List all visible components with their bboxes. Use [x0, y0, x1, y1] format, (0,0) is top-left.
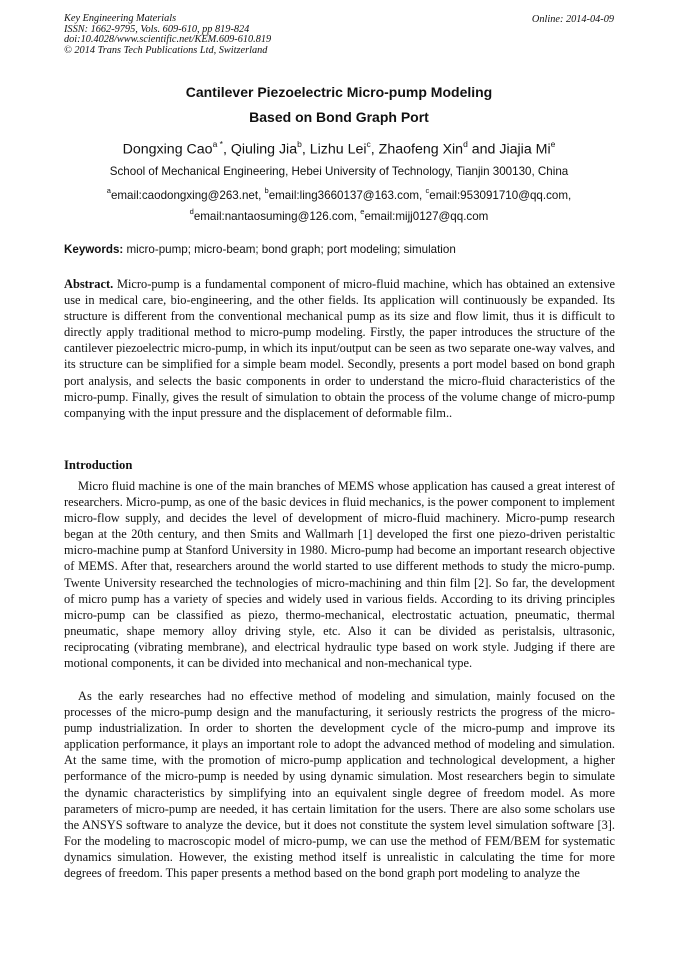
abstract: [64, 276, 615, 421]
journal-name: Key Engineering Materials: [64, 13, 177, 24]
online-date: Online: 2014-04-09: [531, 14, 614, 25]
author-separator: ,: [222, 141, 231, 158]
introduction-paragraph-1: Micro fluid machine is one of the main branches of MEMS whose application has caused a great interest of researchers. Micro-pump, as one of the basic devices in fluid mechanics, is the power component to implement micro-flow supply, and decides the level of development of micro-fluid machinery. Micro-pump research began at the 20th century, and then Smits and Wallmarh [1] developed the first one piezo-driven peristaltic micro-machine pump at Stanford University in 1980. Micro-pump had become an important research objective of MEMS. After that, researchers around the world started to use different methods to study the micro-pump. Twente University researched the technologies of micro-machining and thin film [2]. So far, the development of micro pump has a variety of species and widely used in various fields. According to its driving principles micro-pump can be classified as piezo, thermo-mechanical, electrostatic actuation, pneumatic, thermal pneumatic, shape memory alloy driving style, etc. Also it can be divided as peristalsis, ultrasonic, reciprocating (vibrating membrane), and electrical hydraulic type based on work style. Judging if there are motional components, it can be divided into mechanical and non-mechanical type.: [64, 479, 615, 671]
email-mark: c: [425, 186, 430, 195]
copyright-line: © 2014 Trans Tech Publications Ltd, Switzerland: [64, 44, 268, 56]
author-affiliation-mark: d: [463, 139, 468, 149]
paper-title-line-2: Based on Bond Graph Port: [249, 109, 429, 125]
issn-line: ISSN: 1662-9795, Vols. 609-610, pp 819-824: [64, 23, 250, 35]
abstract-label: Abstract.: [64, 277, 114, 291]
keywords-text: micro-pump; micro-beam; bond graph; port modeling; simulation: [123, 243, 456, 256]
author-name: Lizhu Lei: [309, 141, 367, 158]
paper-title-line-1: Cantilever Piezoelectric Micro-pump Modeling: [185, 84, 493, 100]
author-list: [64, 140, 614, 158]
keywords-label: Keywords:: [64, 243, 124, 256]
email-mark: d: [189, 207, 194, 216]
author-name: Dongxing Cao: [122, 141, 213, 158]
email-mark: a: [106, 186, 111, 195]
author-separator: ,: [370, 141, 379, 158]
email-line-2: [64, 208, 614, 223]
email-mark: e: [360, 207, 365, 216]
author-name: Qiuling Jia: [230, 141, 298, 158]
doi-line: doi:10.4028/www.scientific.net/KEM.609-610.819: [64, 34, 272, 46]
email-address[interactable]: email:nantaosuming@126.com,: [193, 209, 361, 223]
publication-info: [64, 14, 271, 56]
email-address[interactable]: email:953091710@qq.com,: [429, 188, 572, 202]
author-separator: ,: [301, 141, 310, 158]
author-name: Zhaofeng Xin: [378, 141, 464, 158]
email-line-1: [64, 187, 614, 202]
keywords: [64, 243, 456, 256]
author-affiliation-mark: e: [550, 139, 556, 149]
abstract-text: Micro-pump is a fundamental component of micro-fluid machine, which has obtained an extensive use in medical care, bio-engineering, and the other fields. Its application will continuously be expanded. Its structure is different from the conventional mechanical pump as its size and flow limit, thus it is difficult to directly apply traditional method to micro-pump modeling. Firstly, the paper introduces the structure of the cantilever piezoelectric micro-pump, in which its input/output can be seen as two separate one-way valves, and its structure can be simplified for a simple beam model. Secondly, presents a port model based on bond graph port analysis, and selects the basic components in order to understand the micro-fluid characteristics of the micro-pump. Finally, gives the result of simulation to obtain the process of the volume change of micro-pump companying with the input pressure and the displacement of deformable film..: [64, 277, 615, 420]
author-name: Jiajia Mi: [499, 141, 551, 158]
affiliation: School of Mechanical Engineering, Hebei University of Technology, Tianjin 300130, China: [109, 165, 569, 178]
email-address[interactable]: email:caodongxing@263.net,: [110, 188, 265, 202]
email-address[interactable]: email:ling3660137@163.com,: [268, 188, 426, 202]
email-address[interactable]: email:mijj0127@qq.com: [364, 209, 489, 223]
section-heading-introduction: Introduction: [64, 458, 133, 472]
author-affiliation-mark: b: [297, 139, 302, 149]
email-mark: b: [264, 186, 269, 195]
introduction-paragraph-2: As the early researches had no effective method of modeling and simulation, mainly focused on the processes of the micro-pump design and the manufacturing, it seriously restricts the progress of the micro-pump industrialization. In order to shorten the development cycle of the micro-pump and improve its application performance, it plays an important role to adopt the advanced method of modeling and simulation. At the same time, with the promotion of micro-pump application and technological development, a higher performance of the micro-pump is needed by using dynamic simulation. Most researchers begin to simulate the dynamic characteristics by simplifying into an equivalent single degree of freedom model. As more parameters of micro-pump are needed, it has certain limitation for the users. There are also some scholars use the ANSYS software to analyze the device, but it does not constitute the system level simulation software [3]. For the modeling to macroscopic model of micro-pump, we can use the method of FEM/BEM for systematic dynamics simulation. However, the existing method itself is unrealistic in calculating the time for more degrees of freedom. This paper presents a method based on the bond graph port modeling to analyze the: [64, 689, 615, 881]
author-separator: and: [467, 141, 500, 158]
author-affiliation-mark: a *: [212, 139, 223, 149]
author-affiliation-mark: c: [366, 139, 371, 149]
